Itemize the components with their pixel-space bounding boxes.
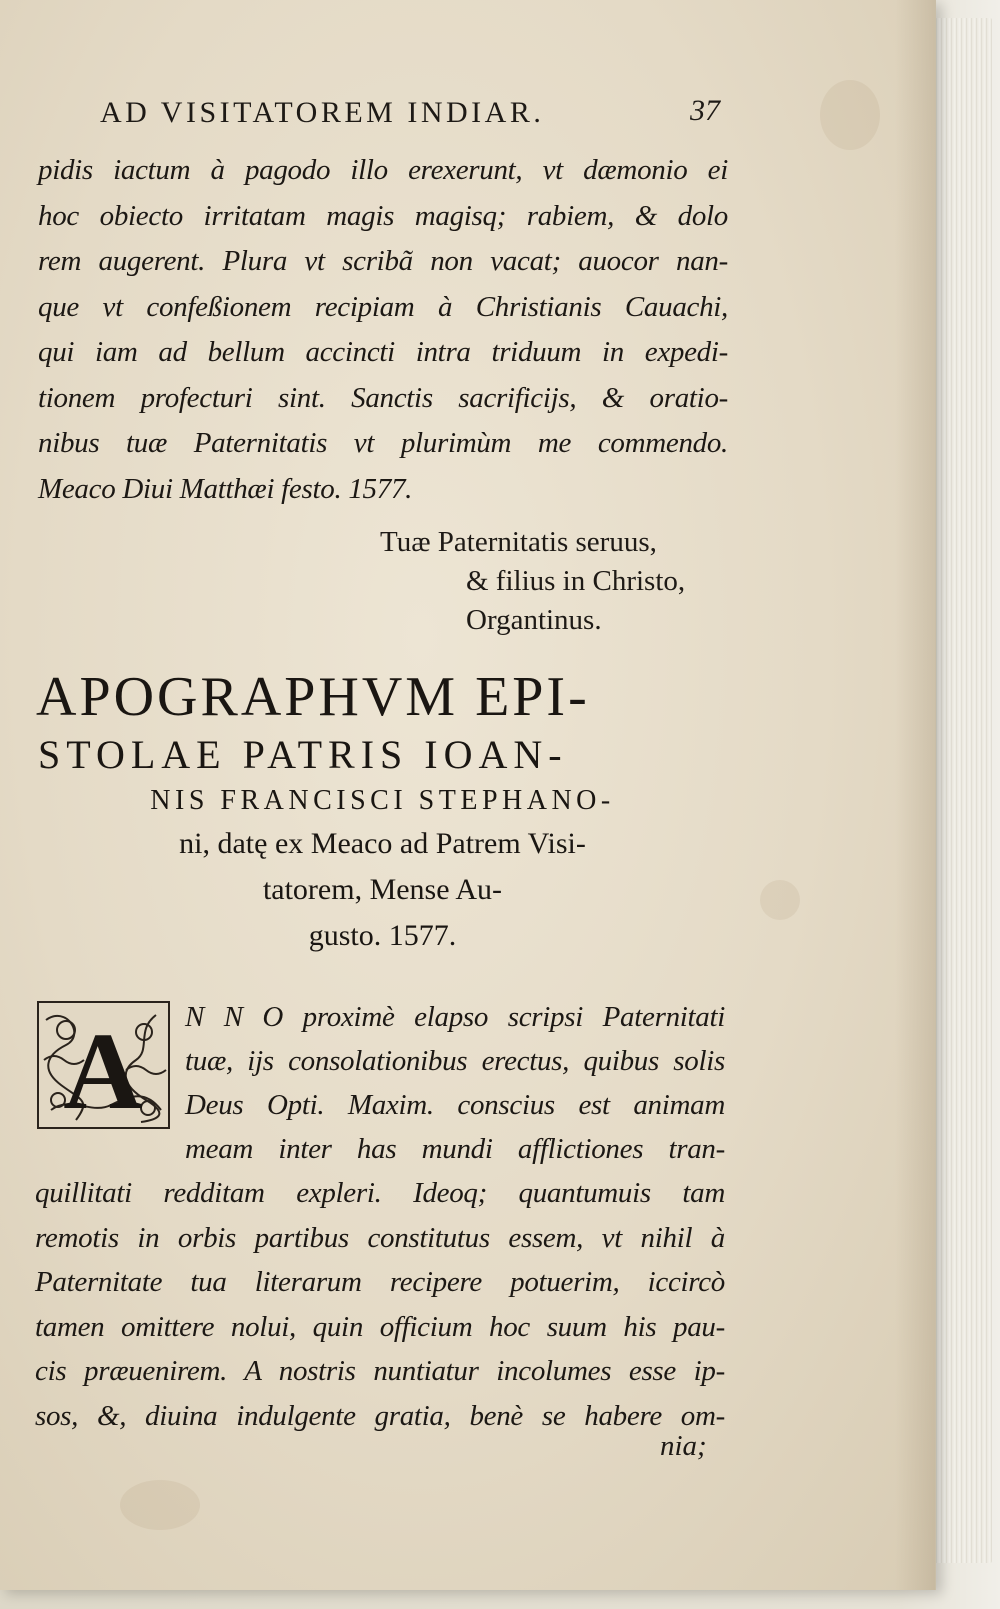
signature-line: Organtinus. xyxy=(466,604,602,636)
running-head xyxy=(100,96,720,136)
text-line: cis præuenirem. A nostris nuntiatur incolumes esse ip- xyxy=(35,1355,725,1387)
stain xyxy=(760,880,800,920)
text-line: pidis iactum à pagodo illo erexerunt, vt dæmonio ei xyxy=(38,154,728,186)
heading-line: gusto. 1577. xyxy=(308,919,457,952)
heading-line: NIS FRANCISCI STEPHANO- xyxy=(150,785,615,816)
text-line: tionem profecturi sint. Sanctis sacrificijs, & oratio- xyxy=(38,381,728,414)
text-line: rem augerent. Plura vt scribã non vacat; auocor nan- xyxy=(38,245,728,277)
text-line: tamen omittere nolui, quin officium hoc suum his pau- xyxy=(35,1310,725,1343)
letter-end-text xyxy=(38,148,728,512)
text-line: N N O proximè elapso scripsi Paternitati xyxy=(185,1001,725,1033)
page-number: 37 xyxy=(690,94,720,127)
body-text-beside-initial xyxy=(185,995,725,1171)
text-line: qui iam ad bellum accincti intra triduum in expedi- xyxy=(38,336,728,368)
text-line: tuæ, ijs consolationibus erectus, quibus solis xyxy=(185,1045,725,1077)
section-heading xyxy=(30,665,735,959)
text-line: Meaco Diui Matthæi festo. 1577. xyxy=(38,472,413,505)
stain xyxy=(820,80,880,150)
decorated-initial-icon xyxy=(36,1000,171,1130)
signature-line: & filius in Christo, xyxy=(466,565,686,597)
text-line: Paternitate tua literarum recipere potuerim, iccircò xyxy=(35,1266,725,1298)
text-line: meam inter has mundi afflictiones tran- xyxy=(185,1133,725,1165)
stain xyxy=(120,1480,200,1530)
text-line: remotis in orbis partibus constitutus essem, vt nihil à xyxy=(35,1221,725,1254)
heading-line: STOLAE PATRIS IOAN- xyxy=(38,732,568,777)
heading-line: ni, datę ex Meaco ad Patrem Visi- xyxy=(179,827,586,860)
heading-line: tatorem, Mense Au- xyxy=(262,873,503,906)
body-text xyxy=(35,1171,725,1438)
text-line: nibus tuæ Paternitatis vt plurimùm me commendo. xyxy=(38,427,728,459)
text-line: Deus Opti. Maxim. conscius est animam xyxy=(185,1089,725,1121)
text-line: que vt confeßionem recipiam à Christianis Cauachi, xyxy=(38,290,728,323)
heading-line: APOGRAPHVM EPI- xyxy=(36,666,590,728)
text-line: quillitati redditam expleri. Ideoq; quantumuis tam xyxy=(35,1177,725,1209)
catchword: nia; xyxy=(660,1430,707,1462)
signature-block xyxy=(380,523,725,640)
svg-text:A: A xyxy=(63,1010,143,1130)
signature-line: Tuæ Paternitatis seruus, xyxy=(380,526,657,558)
text-line: sos, &, diuina indulgente gratia, benè se habere om- xyxy=(35,1399,725,1432)
text-line: hoc obiecto irritatam magis magisq; rabiem, & dolo xyxy=(38,199,728,232)
running-head-title: AD VISITATOREM INDIAR. xyxy=(100,96,545,129)
